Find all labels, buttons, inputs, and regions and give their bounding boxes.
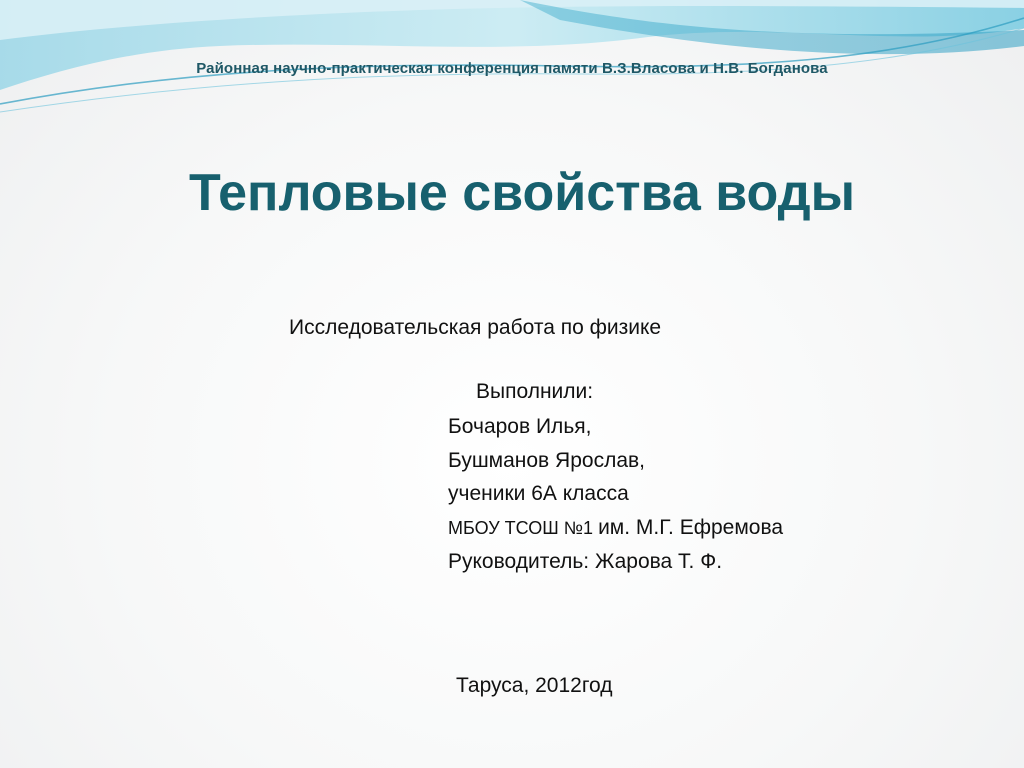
performed-label: Выполнили: xyxy=(476,380,594,403)
conference-name: Районная научно-практическая конференция памяти В.З.Власова и Н.В. Богданова xyxy=(196,60,828,77)
slide-title: Тепловые свойства воды xyxy=(188,164,856,222)
work-type: Исследовательская работа по физике xyxy=(289,316,662,339)
author-1: Бочаров Илья, xyxy=(448,415,592,438)
class-info: ученики 6А класса xyxy=(448,482,629,505)
supervisor: Руководитель: Жарова Т. Ф. xyxy=(448,550,723,573)
school-suffix: им. М.Г. Ефремова xyxy=(598,515,784,539)
author-2: Бушманов Ярослав, xyxy=(448,448,645,472)
authors-block xyxy=(448,410,783,579)
place-year: Таруса, 2012год xyxy=(456,674,613,697)
school-line xyxy=(448,511,783,546)
school-prefix: МБОУ ТСОШ №1 xyxy=(448,517,599,538)
